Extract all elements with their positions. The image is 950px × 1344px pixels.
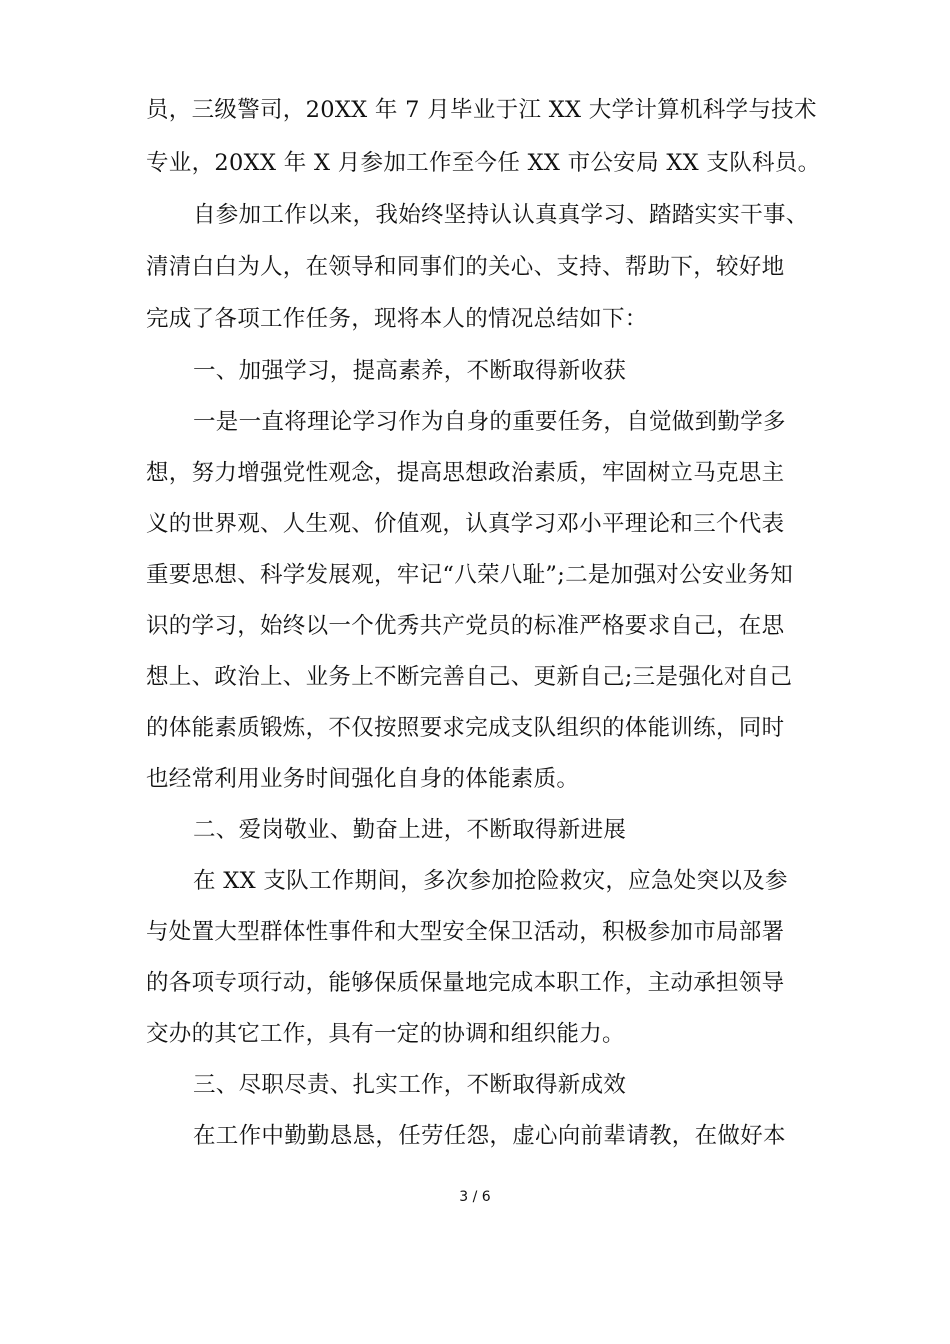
paragraph-first-line: 一是一直将理论学习作为自身的重要任务，自觉做到勤学多 — [193, 409, 786, 435]
text-line: 重要思想、科学发展观，牢记“八荣八耻”;二是加强对公安业务知 — [146, 562, 794, 588]
text-line: 想，努力增强党性观念，提高思想政治素质，牢固树立马克思主 — [146, 460, 785, 486]
text-line: 专业，20XX 年 X 月参加工作至今任 XX 市公安局 XX 支队科员。 — [146, 150, 821, 176]
text-line: 的体能素质锻炼，不仅按照要求完成支队组织的体能训练，同时 — [146, 715, 785, 741]
paragraph-first-line: 自参加工作以来，我始终坚持认认真真学习、踏踏实实干事、 — [193, 202, 809, 228]
page-number: 3 / 6 — [459, 1189, 491, 1205]
text-line: 也经常利用业务时间强化自身的体能素质。 — [146, 766, 580, 792]
text-line: 义的世界观、人生观、价值观，认真学习邓小平理论和三个代表 — [146, 511, 785, 537]
text-line: 识的学习，始终以一个优秀共产党员的标准严格要求自己，在思 — [146, 613, 785, 639]
section-heading: 一、加强学习，提高素养，不断取得新收获 — [193, 358, 627, 384]
text-line: 交办的其它工作，具有一定的协调和组织能力。 — [146, 1021, 625, 1047]
section-heading: 二、爱岗敬业、勤奋上进，不断取得新进展 — [193, 817, 627, 843]
text-line: 与处置大型群体性事件和大型安全保卫活动，积极参加市局部署 — [146, 919, 785, 945]
text-line: 的各项专项行动，能够保质保量地完成本职工作，主动承担领导 — [146, 970, 785, 996]
paragraph-first-line: 在 XX 支队工作期间，多次参加抢险救灾，应急处突以及参 — [193, 868, 788, 894]
text-line: 完成了各项工作任务，现将本人的情况总结如下： — [146, 306, 648, 332]
section-heading: 三、尽职尽责、扎实工作，不断取得新成效 — [193, 1072, 627, 1098]
paragraph-first-line: 在工作中勤勤恳恳，任劳任怨，虚心向前辈请教，在做好本 — [193, 1123, 786, 1149]
text-line: 想上、政治上、业务上不断完善自己、更新自己;三是强化对自己 — [146, 664, 793, 690]
text-line: 员，三级警司，20XX 年 7 月毕业于江 XX 大学计算机科学与技术 — [146, 97, 817, 123]
text-line: 清清白白为人，在领导和同事们的关心、支持、帮助下，较好地 — [146, 254, 785, 280]
